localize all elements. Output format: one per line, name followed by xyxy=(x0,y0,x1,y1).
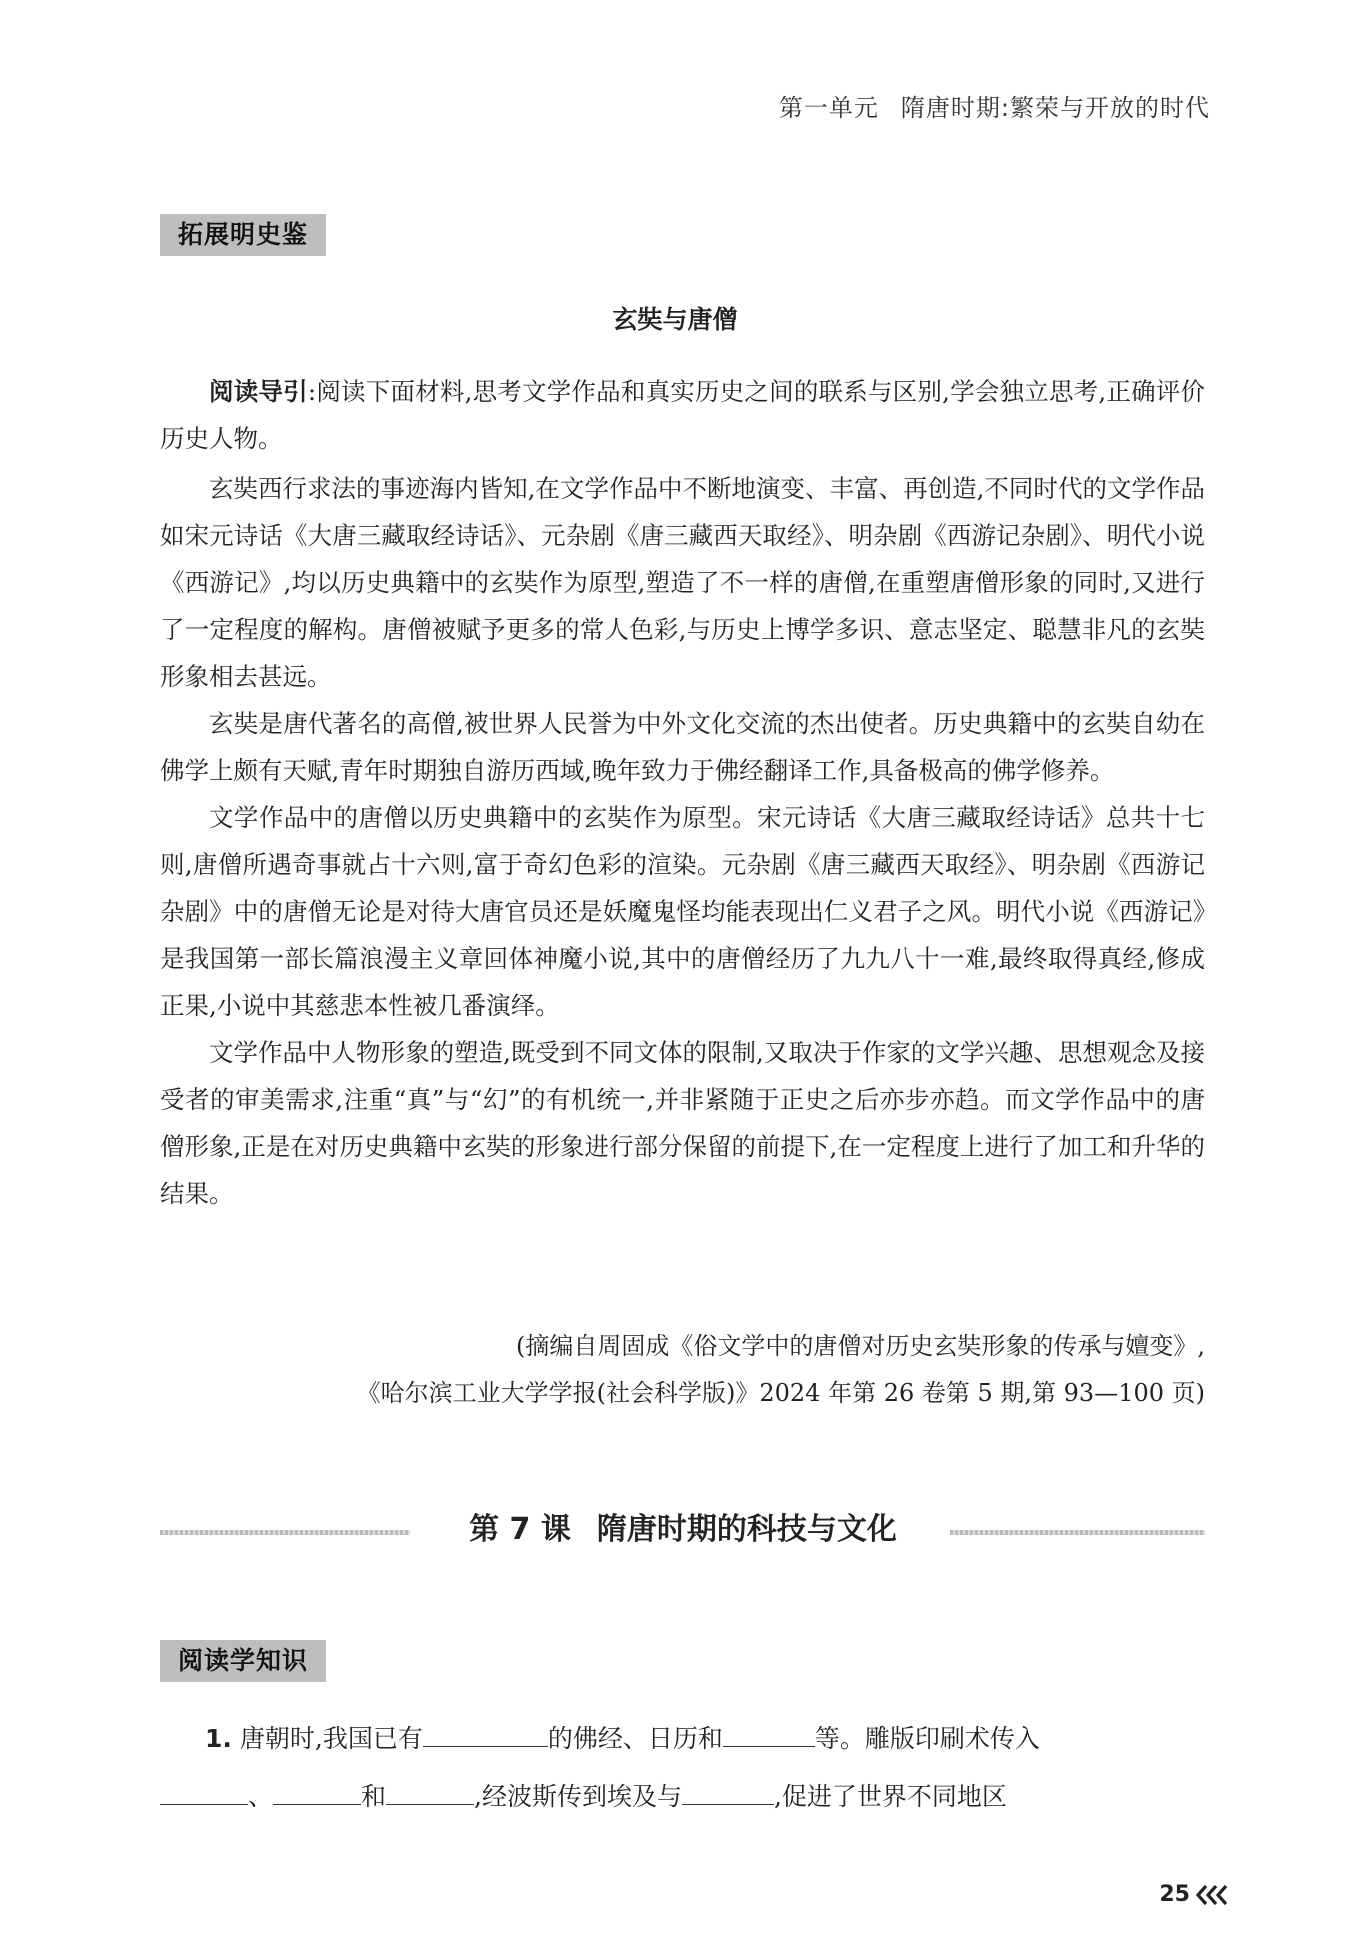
exercise-number: 1. xyxy=(205,1724,232,1753)
lesson-rule-left xyxy=(160,1530,410,1535)
exercise-text: 、 xyxy=(248,1782,274,1811)
fill-blank[interactable] xyxy=(723,1720,815,1747)
article-paragraph: 文学作品中人物形象的塑造,既受到不同文体的限制,又取决于作家的文学兴趣、思想观念及接受者的审美需求,注重“真”与“幻”的有机统一,并非紧随于正史之后亦步亦趋。而文学作品中的唐僧形象,正是在对历史典籍中玄奘的形象进行部分保留的前提下,在一定程度上进行了加工和升华的结果。 xyxy=(160,1038,1205,1208)
running-header xyxy=(779,88,1210,123)
exercise-text: 等。雕版印刷术传入 xyxy=(814,1724,1040,1753)
fill-blank[interactable] xyxy=(682,1778,774,1805)
article-title: 玄奘与唐僧 xyxy=(612,305,738,334)
article-paragraph: 文学作品中的唐僧以历史典籍中的玄奘作为原型。宋元诗话《大唐三藏取经诗话》总共十七则,唐僧所遇奇事就占十六则,富于奇幻色彩的渲染。元杂剧《唐三藏西天取经》、明杂剧《西游记杂剧》中的唐僧无论是对待大唐官员还是妖魔鬼怪均能表现出仁义君子之风。明代小说《西游记》是我国第一部长篇浪漫主义章回体神魔小说,其中的唐僧经历了九九八十一难,最终取得真经,修成正果,小说中其慈悲本性被几番演绎。 xyxy=(160,803,1205,1020)
fill-blank[interactable] xyxy=(423,1720,548,1747)
lesson-rule-right xyxy=(950,1530,1205,1535)
page-number: 25 xyxy=(1159,1882,1190,1907)
fill-blank[interactable] xyxy=(160,1778,248,1805)
exercise-text: 的佛经、日历和 xyxy=(547,1724,723,1753)
article-body xyxy=(160,465,1205,1217)
lesson-title xyxy=(428,1508,938,1552)
lesson-number: 第 7 课 xyxy=(469,1512,571,1547)
exercise-text: ,促进了世界不同地区 xyxy=(773,1782,1007,1811)
lesson-heading xyxy=(160,1508,1205,1552)
exercise-text: ,经波斯传到埃及与 xyxy=(474,1782,682,1811)
reading-guide xyxy=(160,368,1205,462)
reading-guide-text: :阅读下面材料,思考文学作品和真实历史之间的联系与区别,学会独立思考,正确评价历史人物。 xyxy=(160,377,1206,453)
article-paragraph: 玄奘是唐代著名的高僧,被世界人民誉为中外文化交流的杰出使者。历史典籍中的玄奘自幼在佛学上颇有天赋,青年时期独自游历西域,晚年致力于佛经翻译工作,具备极高的佛学修养。 xyxy=(160,709,1205,785)
article-paragraph: 玄奘西行求法的事迹海内皆知,在文学作品中不断地演变、丰富、再创造,不同时代的文学作品如宋元诗话《大唐三藏取经诗话》、元杂剧《唐三藏西天取经》、明杂剧《西游记杂剧》、明代小说《西游记》,均以历史典籍中的玄奘作为原型,塑造了不一样的唐僧,在重塑唐僧形象的同时,又进行了一定程度的解构。唐僧被赋予更多的常人色彩,与历史上博学多识、意志坚定、聪慧非凡的玄奘形象相去甚远。 xyxy=(160,474,1205,691)
exercise-text: 和 xyxy=(361,1782,387,1811)
unit-label: 第一单元 xyxy=(778,94,879,122)
fill-blank[interactable] xyxy=(273,1778,361,1805)
citation-line-2: 《哈尔滨工业大学学报(社会科学版)》2024 年第 26 卷第 5 期,第 93—100 页) xyxy=(356,1379,1205,1407)
citation-line-1: (摘编自周固成《俗文学中的唐僧对历史玄奘形象的传承与嬗变》, xyxy=(516,1332,1205,1360)
exercise-text: 唐朝时,我国已有 xyxy=(239,1724,423,1753)
exercise-1 xyxy=(160,1710,1210,1826)
triple-chevron-left-icon xyxy=(1196,1884,1230,1906)
reading-guide-label: 阅读导引 xyxy=(209,377,308,406)
fill-blank[interactable] xyxy=(386,1778,474,1805)
section-tag-extension: 拓展明史鉴 xyxy=(160,214,326,256)
section-tag-reading: 阅读学知识 xyxy=(160,1640,326,1682)
unit-title: 隋唐时期:繁荣与开放的时代 xyxy=(900,94,1210,122)
lesson-name: 隋唐时期的科技与文化 xyxy=(596,1512,897,1547)
